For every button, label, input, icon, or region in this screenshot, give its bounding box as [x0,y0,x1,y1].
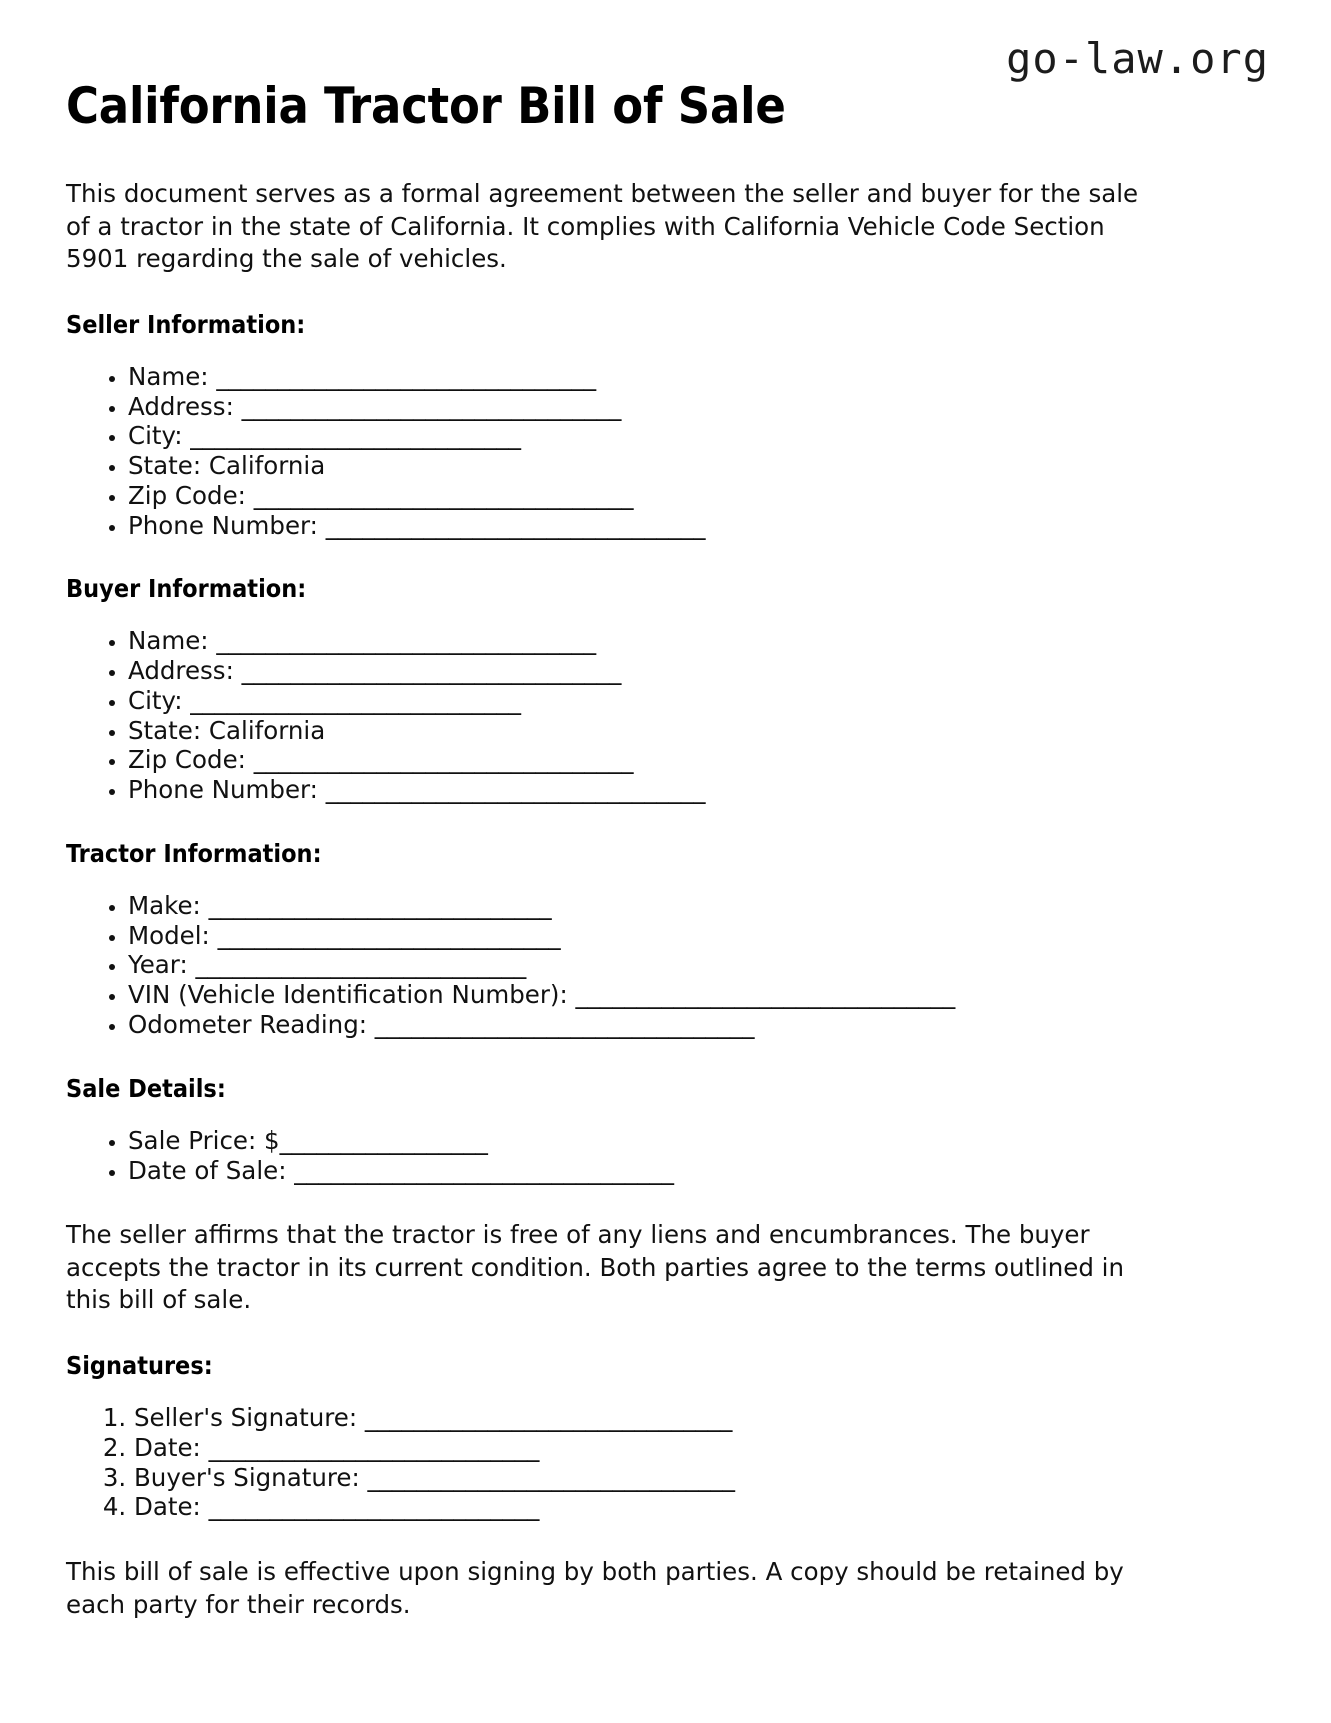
affirmation-paragraph: The seller affirms that the tractor is free of any liens and encumbrances. The buyer accepts the tractor in its current condition. Both parties agree to the terms outlined in this bill of sale. [66,1220,1125,1315]
closing-paragraph: This bill of sale is effective upon signing by both parties. A copy should be retained by each party for their records. [66,1557,1124,1619]
list-item: 4. Date: ___________________________ [134,1492,1269,1522]
sale-details-list [66,1126,1269,1186]
list-item: • Sale Price: $_________________ [128,1126,1269,1156]
list-item: • Name: _______________________________ [128,626,1269,656]
list-item: • Address: _______________________________ [128,392,1269,422]
list-item: 3. Buyer's Signature: ______________________________ [134,1463,1269,1493]
list-item: 1. Seller's Signature: ______________________________ [134,1403,1269,1433]
page-title: California Tractor Bill of Sale [66,77,786,135]
list-item: • Phone Number: _______________________________ [128,511,1269,541]
site-logo: go-law.org [1006,34,1269,83]
document-body [66,78,1269,1655]
list-item: • Date of Sale: _______________________________ [128,1156,1269,1186]
list-item: • City: ___________________________ [128,686,1269,716]
list-item: • Phone Number: _______________________________ [128,775,1269,805]
list-item: • Make: ____________________________ [128,891,1269,921]
tractor-information-heading: Tractor Information: [66,838,322,868]
list-item: • City: ___________________________ [128,421,1269,451]
list-item: • Name: _______________________________ [128,362,1269,392]
list-item: • Zip Code: _______________________________ [128,745,1269,775]
seller-information-heading: Seller Information: [66,309,306,339]
list-item: • State: California [128,451,1269,481]
intro-paragraph: This document serves as a formal agreement between the seller and buyer for the sale of a tractor in the state of California. It complies with California Vehicle Code Section 5901 regarding the sale of vehicles. [66,179,1139,274]
buyer-information-list [66,626,1269,805]
signatures-list [66,1403,1269,1522]
list-item: • Odometer Reading: _______________________________ [128,1010,1269,1040]
list-item: • Zip Code: _______________________________ [128,481,1269,511]
list-item: • Model: ____________________________ [128,921,1269,951]
list-item: • Year: ___________________________ [128,950,1269,980]
list-item: 2. Date: ___________________________ [134,1433,1269,1463]
sale-details-heading: Sale Details: [66,1073,226,1103]
seller-information-list [66,362,1269,541]
buyer-information-heading: Buyer Information: [66,574,307,604]
tractor-information-list [66,891,1269,1040]
list-item: • VIN (Vehicle Identification Number): _______________________________ [128,980,1269,1010]
list-item: • State: California [128,716,1269,746]
signatures-heading: Signatures: [66,1351,213,1381]
list-item: • Address: _______________________________ [128,656,1269,686]
